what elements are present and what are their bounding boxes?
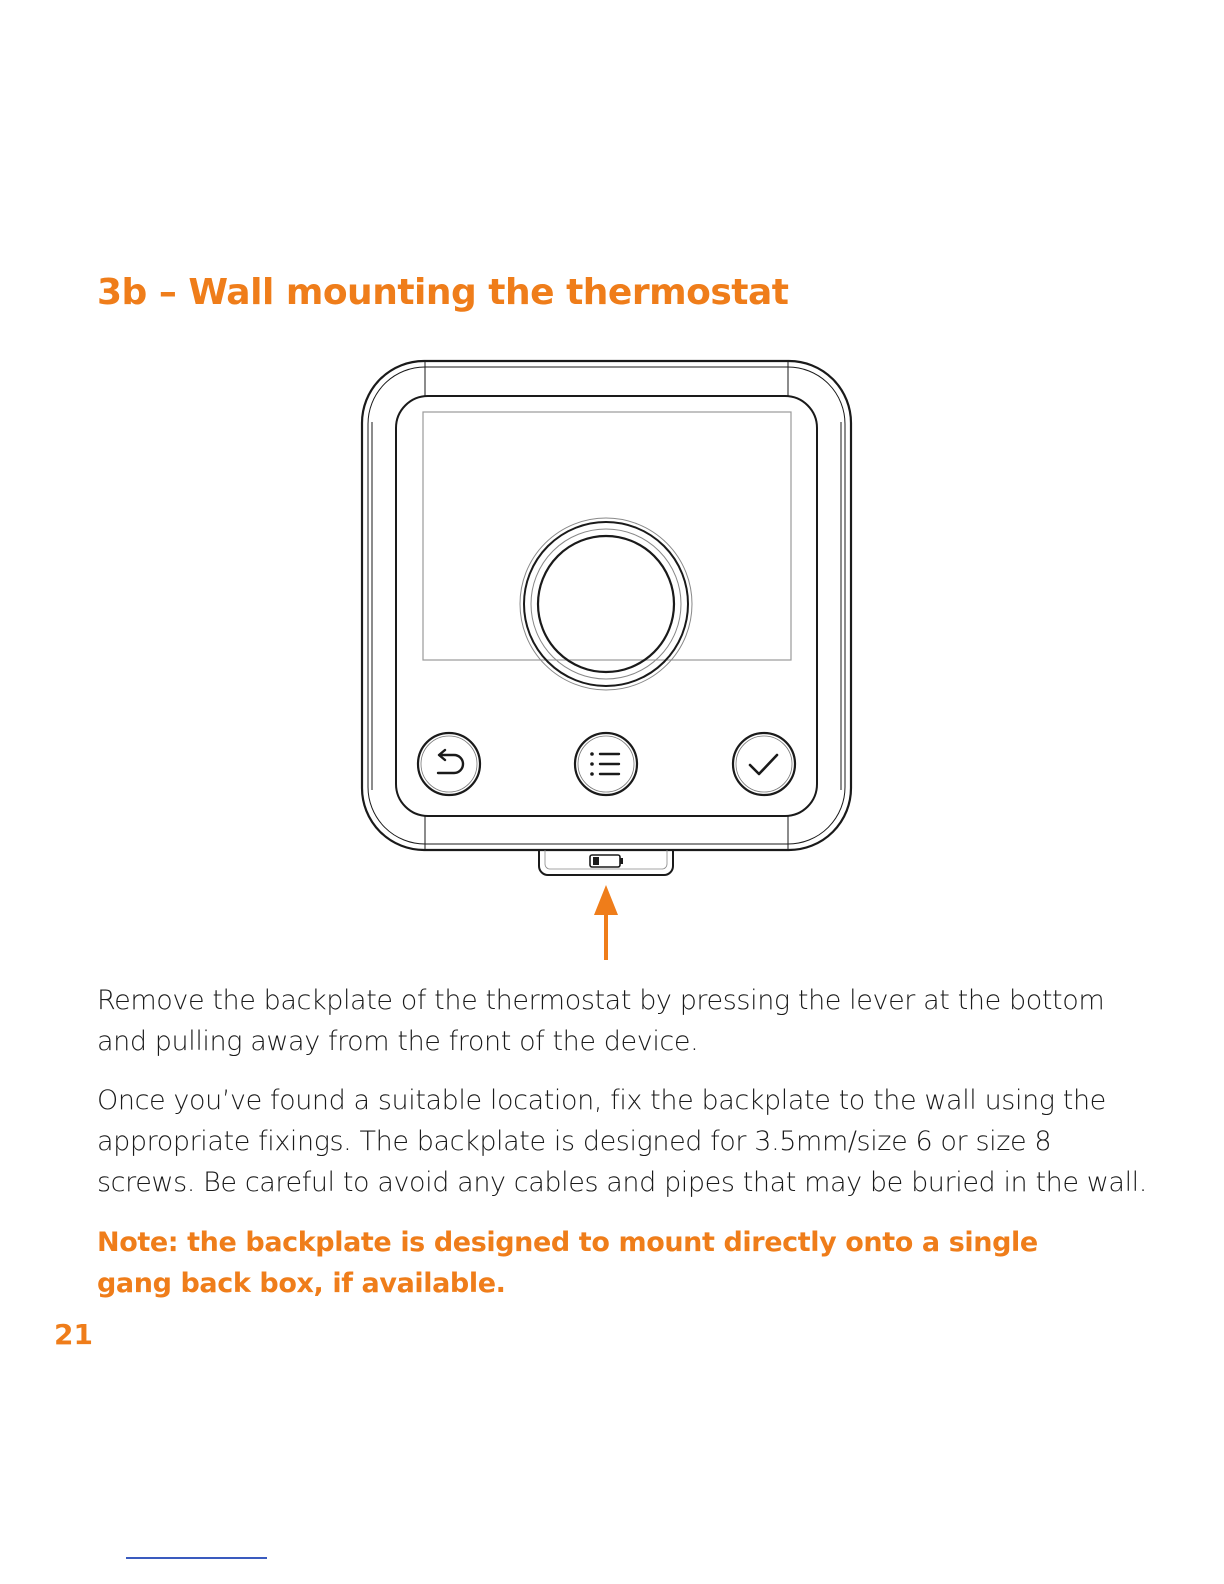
instruction-paragraph-2: Once you’ve found a suitable location, fix the backplate to the wall using the appropriate fixings. The backplate is designed for 3.5mm/size 6 or size 8 screws. Be careful to avoid any cables and pipes that may be buried in the wall.	[97, 1085, 1147, 1198]
back-button[interactable]	[418, 733, 480, 795]
note-text: Note: the backplate is designed to mount directly onto a single gang back box, if available.	[97, 1227, 1038, 1299]
page-number: 21	[54, 1318, 93, 1351]
menu-button[interactable]	[575, 733, 637, 795]
confirm-button[interactable]	[733, 733, 795, 795]
thermostat-illustration	[360, 358, 855, 966]
arrow-up-icon	[594, 885, 618, 960]
battery-icon	[590, 855, 623, 867]
back-icon	[438, 750, 463, 773]
confirm-check-icon	[750, 755, 777, 774]
instruction-paragraph-1: Remove the backplate of the thermostat by pressing the lever at the bottom and pulling away from the front of the device.	[97, 985, 1105, 1057]
thermostat-body	[362, 361, 851, 850]
menu-icon	[600, 754, 619, 774]
footer-rule	[126, 1557, 267, 1559]
dial	[520, 518, 692, 690]
section-heading: 3b – Wall mounting the thermostat	[97, 272, 789, 313]
backplate-lever	[539, 850, 673, 875]
